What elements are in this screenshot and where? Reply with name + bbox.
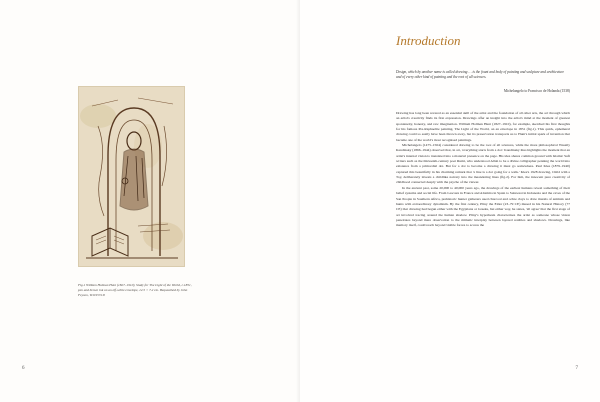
paragraph: In the ancient past, some 20,000 to 40,000 years ago, the drawings of the earliest humans reveal something of their belief systems and social life. From Lascaux in France and Altamira in Spain to Sulawesi in Indonesia and the caves of the San People in Southern Africa, prehistoric hunter gatherers used charcoal and ochre clays to draw murals of animals and hunts with extraordinary dynamism. By the first century, Pliny the Elder (23–79 CE) mused in his Natural History (77 CE) that drawing had begun either with the Egyptians or Greeks, but either way, he states, 'all agree' that the first stage of art involved tracing around the human shadow. Pliny's hypothesis characterises the artist as someone whose vision penetrates beyond mere observation to the mimetic interplay between layered realities and shadows. Drawings, like memory itself, could reach beyond visible forces to access the <box>396 185 570 228</box>
paragraph: Michelangelo (1475–1564) considered drawing to be the root of all sciences, while the more philosophical Wassily Kandinsky (1866–1944) observed that, in art, 'everything starts from a dot.' Kandinsky thus highlights the moment that an artist's internal vision is translated into a material presence on the page. His idea shares common ground with Islamic Sufi writers such as the thirteenth-century poet Rumi, who understood Allah to be a divine calligrapher penning the world into existence from a primordial dot. But for a dot to become a drawing it must go somewhere. Paul Klee (1879–1940) captured this beautifully in his charming remark that 'a line is a dot going for a walk.' Klee's 1928 drawing, Child with a Toy, deliberately invests a childlike naivety into the meandering lines (fig.2). For him, the innocent pure creativity of childhood connected deeply with the psyche of the viewer. <box>396 143 570 185</box>
page-number-right: 7 <box>575 366 578 371</box>
artwork-image <box>78 86 185 267</box>
right-page <box>300 0 600 402</box>
page-number-left: 6 <box>22 366 25 371</box>
chapter-heading: Introduction <box>396 33 461 48</box>
epigraph-quote: Design, which by another name is called drawing … is the fount and body of painting and sculpture and architecture and of every other kind of painting and the root of all sciences. <box>396 70 565 79</box>
body-text <box>396 111 570 229</box>
paragraph: Drawing has long been revered as an essential skill of the artist and the foundation of all other arts, the act through which an artist's creativity finds its first expression. Drawings offer an insight into the artist's mind at the moment of greatest spontaneity, honesty, and raw imagination. William Holman Hunt (1827–1910), for example, sketched his first thoughts for his famous Pre-Raphaelite painting, The Light of the World, on an envelope in 1851 (fig.1). This quick, ephemeral drawing could so easily have been thrown away, but its preservation transports us to Hunt's initial spark of invention that became one of the world's most recognised paintings. <box>396 111 570 142</box>
figure-caption: Fig.1 William Holman Hunt (1827–1910), Study for The Light of the World, c.1851, pen and brown ink on an off-white envelope, 12.5 × 7.2 cm. Bequeathed by John Feyson, W.0.9572.8 <box>78 283 192 297</box>
epigraph-attribution: Michelangelo to Francisco de Holanda (1538) <box>503 89 570 93</box>
sketch-drawing <box>78 86 185 267</box>
